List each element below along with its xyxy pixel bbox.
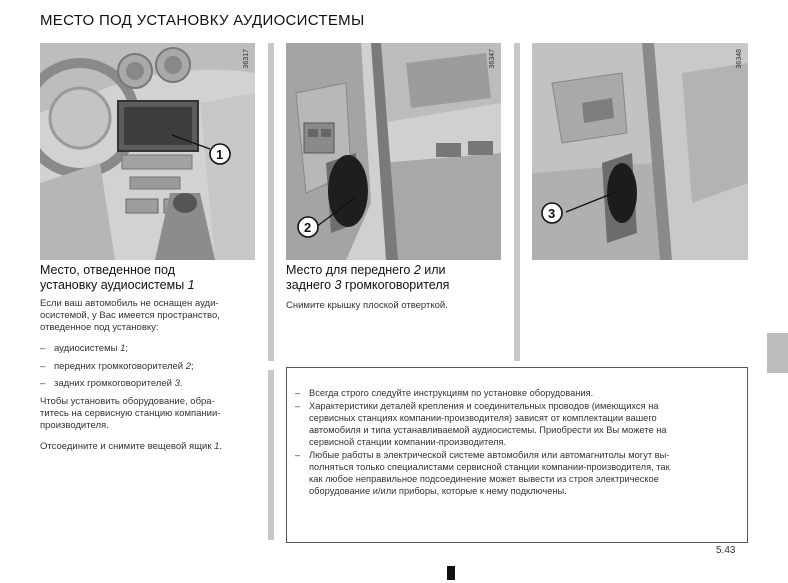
- middle-heading-line1: [286, 263, 511, 278]
- list-item-suffix: ;: [191, 361, 194, 372]
- photo-id-36347: 36347: [489, 49, 496, 69]
- note-line: полняться только специалистами сервисной станции компании-производителя, так: [309, 462, 670, 472]
- list-item-text: аудиосистемы: [54, 343, 121, 354]
- photo-front-door-speaker: [286, 43, 501, 260]
- note-dash: –: [295, 401, 301, 411]
- left-heading: [40, 263, 265, 293]
- note-line: сервисных станциях компании-производителя) зависят от комплектации вашего: [309, 413, 657, 423]
- left-para-glovebox: [40, 441, 265, 453]
- column-divider-left: [268, 43, 274, 361]
- note-line: оборудование и/или приборы, которые к нему подключены.: [309, 486, 567, 496]
- list-item-num: 2: [185, 361, 192, 372]
- list-item-text: задних громкоговорителей: [54, 378, 175, 389]
- glovebox-suffix: .: [219, 441, 223, 452]
- glovebox-text: Отсоедините и снимите вещевой ящик: [40, 441, 215, 452]
- callout-3-label: 3: [548, 206, 556, 221]
- list-item-num: 1: [120, 343, 126, 354]
- list-item-text: передних громкоговорителей: [54, 361, 186, 372]
- page-title: МЕСТО ПОД УСТАНОВКУ АУДИОСИСТЕМЫ: [40, 12, 365, 29]
- middle-heading-text: Место для переднего: [286, 263, 414, 277]
- left-intro-line: отведенное под установку:: [40, 322, 159, 334]
- left-para-line: Чтобы установить оборудование, обра-: [40, 396, 215, 407]
- list-item-num: 3: [174, 378, 180, 389]
- list-dash: –: [40, 361, 46, 372]
- note-line: как любое неправильное подсоединение может вывести из строя электрическое: [309, 474, 659, 484]
- list-dash: –: [40, 378, 46, 389]
- note-line: сервисной станции компании-производителя.: [309, 437, 507, 447]
- page-marker: [447, 566, 455, 580]
- middle-heading: [286, 263, 511, 293]
- callout-2-label: 2: [304, 220, 312, 235]
- photo-rear-door-speaker: [532, 43, 748, 260]
- callout-1-leader: [170, 133, 230, 153]
- rear-door-illustration: [532, 43, 748, 260]
- chapter-side-tab: [767, 333, 788, 373]
- note-line: Характеристики деталей крепления и соединительных проводов (имеющихся на: [309, 401, 659, 411]
- left-intro-line: осистемой, у Вас имеется пространство,: [40, 310, 220, 322]
- middle-heading-num: 3: [334, 278, 342, 292]
- left-heading-num: 1: [187, 278, 195, 292]
- glovebox-num: 1: [214, 441, 220, 452]
- left-heading-text: установку аудиосистемы: [40, 278, 188, 292]
- callout-3: [540, 201, 564, 225]
- list-item-suffix: .: [179, 378, 183, 389]
- list-dash: –: [40, 343, 46, 354]
- left-para-line: титесь на сервисную станцию компании-: [40, 408, 221, 420]
- list-item-audio: [40, 343, 128, 354]
- left-intro: [40, 298, 265, 335]
- list-item-rear-speakers: [40, 378, 183, 389]
- middle-heading-text: заднего: [286, 278, 335, 292]
- column-divider-middle: [514, 43, 520, 361]
- note-dash: –: [295, 388, 301, 398]
- callout-2: [296, 215, 320, 239]
- note-line: автомобиля и типа устанавливаемой аудиосистемы. Приобрести их Вы можете на: [309, 425, 667, 435]
- middle-heading-num: 2: [413, 263, 421, 277]
- list-item-front-speakers: [40, 361, 194, 372]
- callout-3-leader: [562, 188, 622, 218]
- photo-id-36317: 36317: [243, 49, 250, 69]
- photo-id-36348: 36348: [736, 49, 743, 69]
- middle-heading-text: или: [420, 263, 446, 277]
- note-dash: –: [295, 450, 301, 460]
- list-item-suffix: ;: [125, 343, 129, 354]
- middle-body: Снимите крышку плоской отверткой.: [286, 300, 448, 311]
- left-intro-line: Если ваш автомобиль не оснащен ауди-: [40, 298, 219, 309]
- left-para-service: [40, 396, 265, 433]
- left-heading-line1: Место, отведенное под: [40, 263, 175, 277]
- column-divider-notes: [268, 370, 274, 540]
- photo-dashboard-radio-slot: [40, 43, 255, 260]
- middle-heading-text: громкоговорителя: [341, 278, 450, 292]
- note-line: Любые работы в электрической системе автомобиля или автомагнитолы могут вы-: [309, 450, 670, 460]
- callout-1-label: 1: [216, 147, 224, 162]
- middle-heading-line2: [286, 278, 511, 293]
- left-heading-line2: [40, 278, 265, 293]
- note-line: Всегда строго следуйте инструкциям по установке оборудования.: [309, 388, 594, 398]
- left-para-line: производителя.: [40, 420, 109, 432]
- note-box: [286, 367, 748, 543]
- page-number: 5.43: [716, 545, 736, 556]
